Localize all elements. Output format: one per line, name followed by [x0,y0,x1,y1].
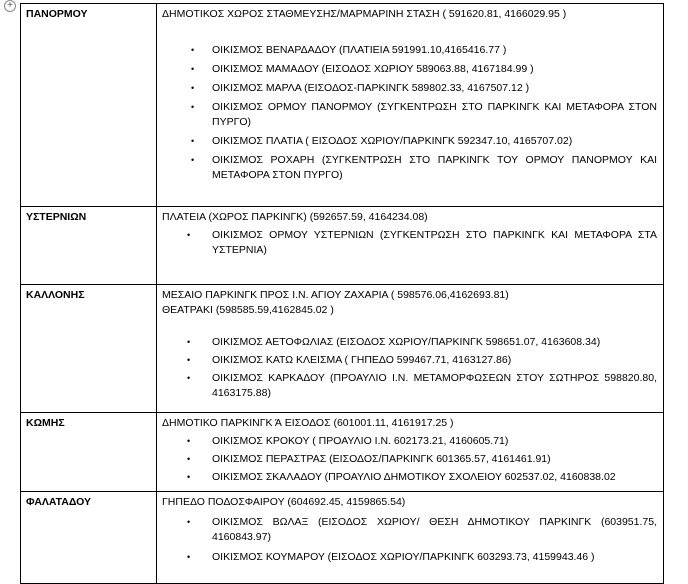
bullet-icon: • [191,64,195,74]
table-row [21,207,664,285]
bullet-icon: • [187,230,191,240]
main-location: ΔΗΜΟΤΙΚΟ ΠΑΡΚΙΝΓΚ Ά ΕΙΣΟΔΟΣ (601001.11, 4161917.25 ) [162,417,454,429]
list-item: • ΟΙΚΙΣΜΟΣ ΜΑΜΑΔΟΥ (ΕΙΣΟΔΟΣ ΧΩΡΙΟΥ 589063.88, 4167184.99 ) [191,63,534,75]
list-item: • ΟΙΚΙΣΜΟΣ ΒΕΝΑΡΔΑΔΟΥ (ΠΛΑΤΙΕΙΑ 591991.10,4165416.77 ) [191,44,507,56]
settlement-list [162,43,657,183]
settlement-list [162,228,657,258]
table-row [21,413,664,492]
bullet-icon: • [187,436,191,446]
table-move-handle[interactable]: + [4,0,16,12]
row-content [157,207,664,285]
list-item: • ΟΙΚΙΣΜΟΣ ΒΩΛΑΞ (ΕΙΣΟΔΟΣ ΧΩΡΙΟΥ/ ΘΕΣΗ ΔΗΜΟΤΙΚΟΥ ΠΑΡΚΙΝΓΚ (603951.75, 4160843.97) [187,516,657,543]
table-row [21,4,664,207]
locations-table [20,3,664,584]
table-row [21,492,664,584]
row-content [157,492,664,584]
bullet-icon: • [187,552,191,562]
row-content [157,285,664,413]
list-item: • ΟΙΚΙΣΜΟΣ ΡΟΧΑΡΗ (ΣΥΓΚΕΝΤΡΩΣΗ ΣΤΟ ΠΑΡΚΙΝΓΚ ΤΟΥ ΟΡΜΟΥ ΠΑΝΟΡΜΟΥ ΚΑΙ ΜΕΤΑΦΟΡΑ ΣΤΟΝ ΠΥΡΓΟ) [191,154,657,181]
list-item: • ΟΙΚΙΣΜΟΣ ΚΟΥΜΑΡΟΥ (ΕΙΣΟΔΟΣ ΧΩΡΙΟΥ/ΠΑΡΚΙΝΓΚ 603293.73, 4159943.46 ) [187,551,595,563]
list-item: • ΟΙΚΙΣΜΟΣ ΚΑΡΚΑΔΟΥ (ΠΡΟΑΥΛΙΟ Ι.Ν. ΜΕΤΑΜΟΡΦΩΣΕΩΝ ΣΤΟΥ ΣΩΤΗΡΟΣ 598820.80, 4163175.88) [187,372,657,399]
bullet-icon: • [187,355,191,365]
list-item: • ΟΙΚΙΣΜΟΣ ΚΑΤΩ ΚΛΕΙΣΜΑ ( ΓΗΠΕΔΟ 599467.71, 4163127.86) [187,354,512,366]
area-name: ΚΩΜΗΣ [21,413,157,492]
row-content [157,4,664,207]
main-location: ΠΛΑΤΕΙΑ (ΧΩΡΟΣ ΠΑΡΚΙΝΓΚ) (592657.59, 4164234.08) [162,211,428,223]
settlement-list [162,434,657,485]
list-item: • ΟΙΚΙΣΜΟΣ ΠΛΑΤΙΑ ( ΕΙΣΟΔΟΣ ΧΩΡΙΟΥ/ΠΑΡΚΙΝΓΚ 592347.10, 4165707.02) [191,135,573,147]
area-name: ΚΑΛΛΟΝΗΣ [21,285,157,413]
main-location: ΔΗΜΟΤΙΚΟΣ ΧΩΡΟΣ ΣΤΑΘΜΕΥΣΗΣ/ΜΑΡΜΑΡΙΝΗ ΣΤΑΣΗ ( 591620.81, 4166029.95 ) [162,8,567,20]
area-name: ΥΣΤΕΡΝΙΩΝ [21,207,157,285]
row-content [157,413,664,492]
bullet-icon: • [191,45,195,55]
area-name: ΦΑΛΑΤΑΔΟΥ [21,492,157,584]
bullet-icon: • [187,373,191,383]
settlement-list [162,515,657,565]
main-location: ΜΕΣΑΙΟ ΠΑΡΚΙΝΓΚ ΠΡΟΣ Ι.Ν. ΑΓΙΟΥ ΖΑΧΑΡΙΑ ( 598576.06,4162693.81) [162,289,509,301]
settlement-list [162,335,657,401]
bullet-icon: • [187,472,191,482]
list-item: • ΟΙΚΙΣΜΟΣ ΣΚΑΛΑΔΟΥ (ΠΡΟΑΥΛΙΟ ΔΗΜΟΤΙΚΟΥ ΣΧΟΛΕΙΟΥ 602537.02, 4160838.02 [187,471,616,483]
bullet-icon: • [191,102,195,112]
bullet-icon: • [187,337,191,347]
list-item: • ΟΙΚΙΣΜΟΣ ΟΡΜΟΥ ΠΑΝΟΡΜΟΥ (ΣΥΓΚΕΝΤΡΩΣΗ ΣΤΟ ΠΑΡΚΙΝΓΚ ΚΑΙ ΜΕΤΑΦΟΡΑ ΣΤΟΝ ΠΥΡΓΟ) [191,101,657,128]
main-location: ΘΕΑΤΡΑΚΙ (598585.59,4162845.02 ) [162,304,334,316]
list-item: • ΟΙΚΙΣΜΟΣ ΚΡΟΚΟΥ ( ΠΡΟΑΥΛΙΟ Ι.Ν. 602173.21, 4160605.71) [187,435,509,447]
bullet-icon: • [191,155,195,165]
main-location: ΓΗΠΕΔΟ ΠΟΔΟΣΦΑΙΡΟΥ (604692.45, 4159865.54) [162,496,406,508]
list-item: • ΟΙΚΙΣΜΟΣ ΠΕΡΑΣΤΡΑΣ (ΕΙΣΟΔΟΣ/ΠΑΡΚΙΝΓΚ 601365.57, 4161461.91) [187,453,551,465]
list-item: • ΟΙΚΙΣΜΟΣ ΜΑΡΛΑ (ΕΙΣΟΔΟΣ-ΠΑΡΚΙΝΓΚ 589802.33, 4167507.12 ) [191,82,530,94]
list-item: • ΟΙΚΙΣΜΟΣ ΑΕΤΟΦΩΛΙΑΣ (ΕΙΣΟΔΟΣ ΧΩΡΙΟΥ/ΠΑΡΚΙΝΓΚ 598651.07, 4163608.34) [187,336,601,348]
bullet-icon: • [191,136,195,146]
bullet-icon: • [187,517,191,527]
bullet-icon: • [191,83,195,93]
list-item: • ΟΙΚΙΣΜΟΣ ΟΡΜΟΥ ΥΣΤΕΡΝΙΩΝ (ΣΥΓΚΕΝΤΡΩΣΗ ΣΤΟ ΠΑΡΚΙΝΓΚ ΚΑΙ ΜΕΤΑΦΟΡΑ ΣΤΑ ΥΣΤΕΡΝΙΑ) [187,229,657,256]
bullet-icon: • [187,454,191,464]
area-name: ΠΑΝΟΡΜΟΥ [21,4,157,207]
table-row [21,285,664,413]
